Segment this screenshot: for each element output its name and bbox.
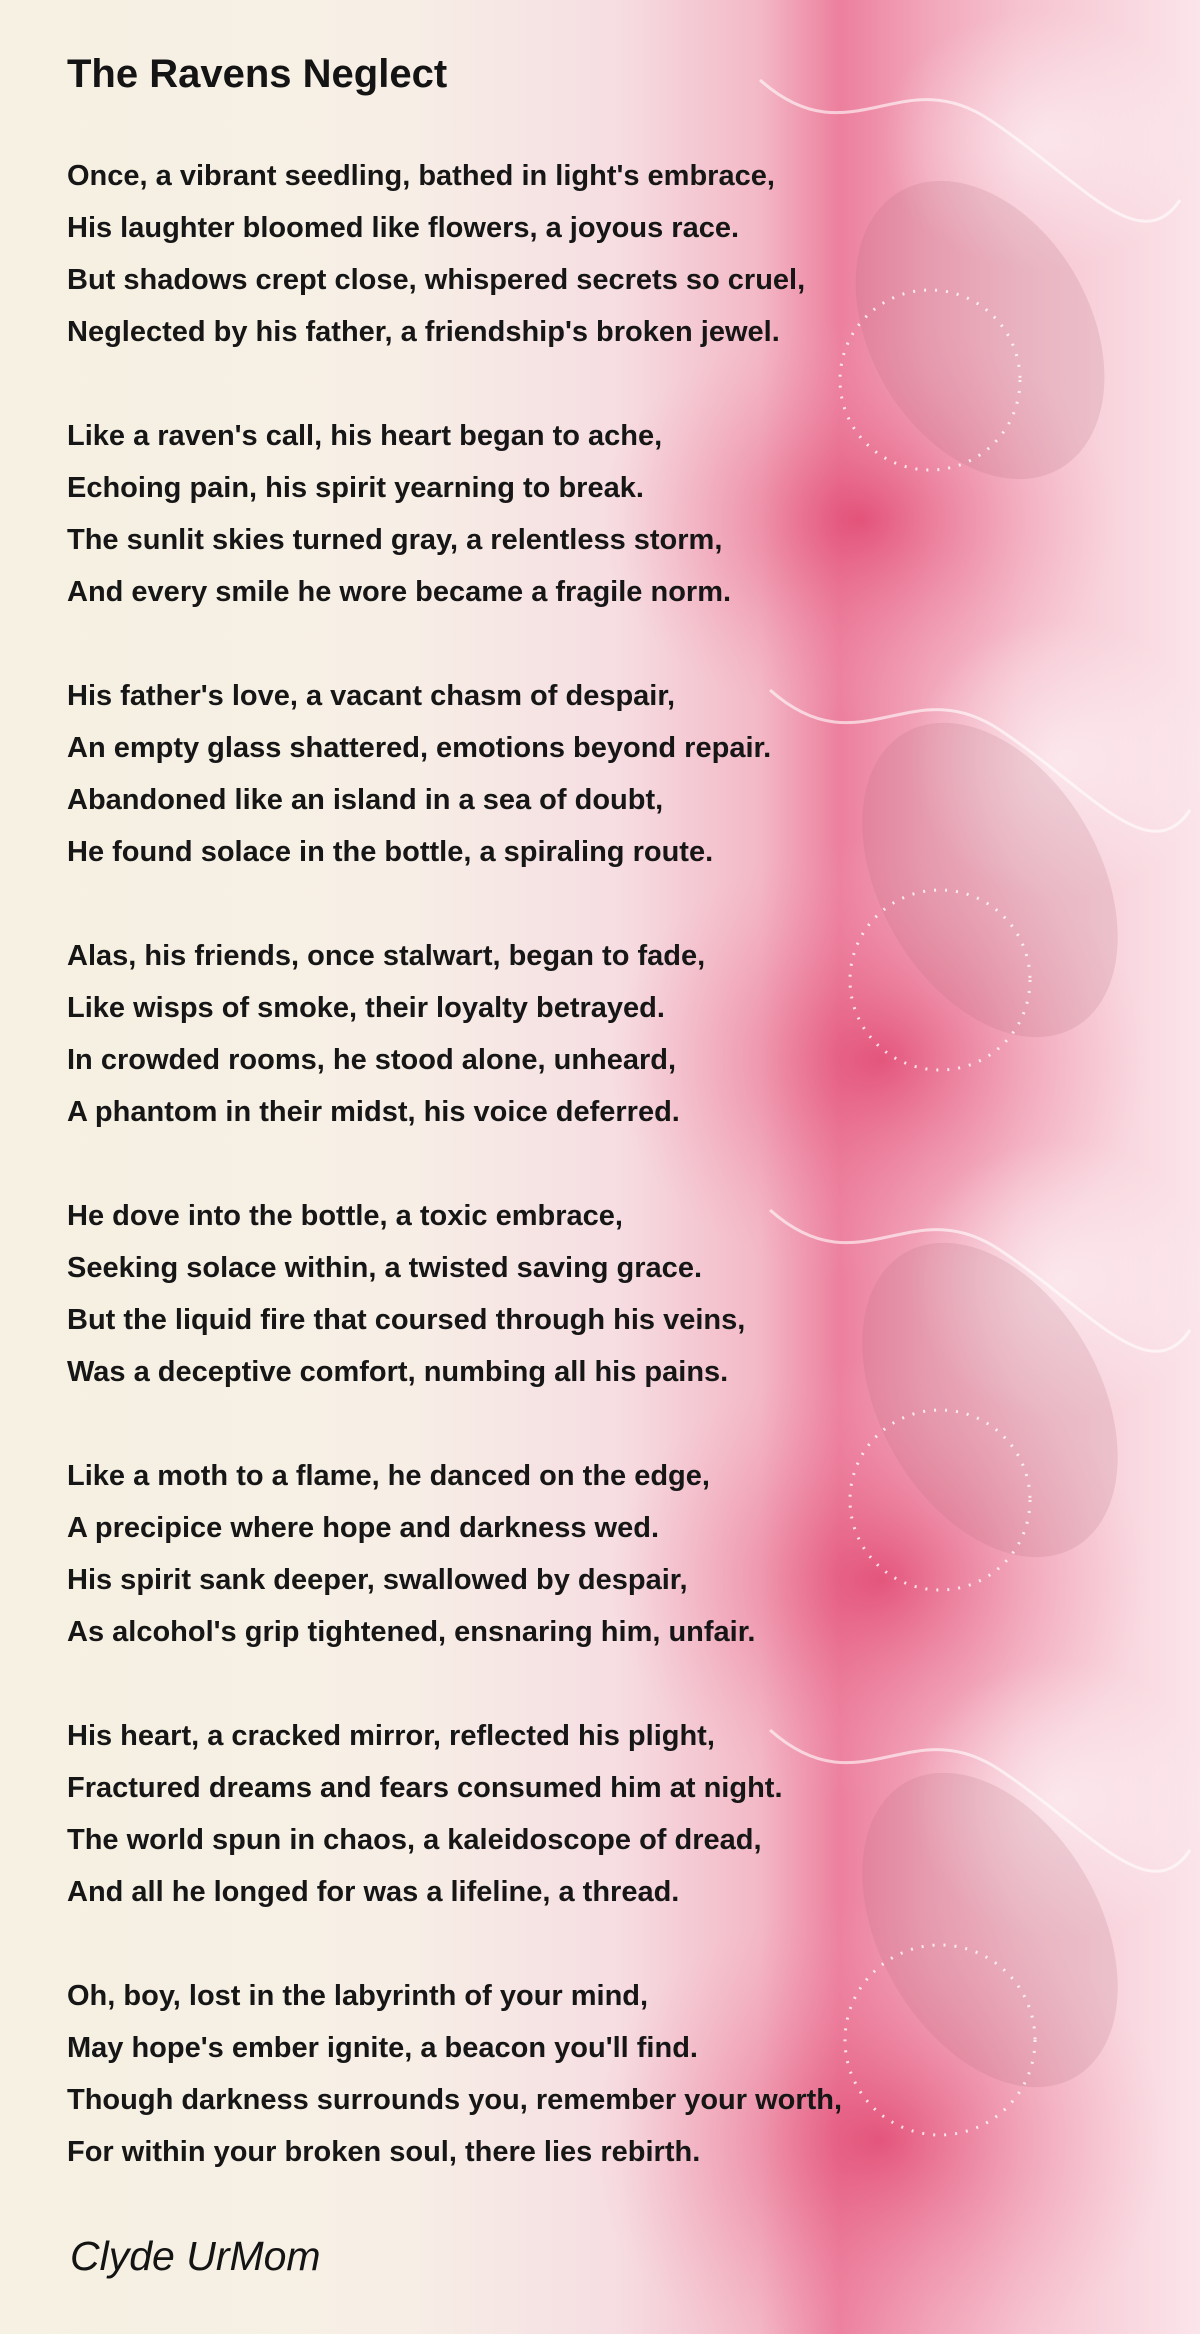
poem-author: Clyde UrMom [70,2233,321,2279]
poem-line: His spirit sank deeper, swallowed by despair, [67,1564,688,1596]
poem-line: His father's love, a vacant chasm of despair, [67,680,676,712]
poem-line: Echoing pain, his spirit yearning to break. [67,472,644,504]
poem-stanza [67,1190,745,1398]
poem-line: Once, a vibrant seedling, bathed in light's embrace, [67,160,775,192]
poem-line: For within your broken soul, there lies rebirth. [67,2136,701,2168]
poem-line: Like wisps of smoke, their loyalty betrayed. [67,992,665,1024]
poem-line: But the liquid fire that coursed through his veins, [67,1304,746,1336]
poem-line: Abandoned like an island in a sea of doubt, [67,784,664,816]
poem-line: He dove into the bottle, a toxic embrace, [67,1200,623,1232]
poem-stanza [67,930,705,1138]
poem-stanza [67,1450,755,1658]
poem-line: Alas, his friends, once stalwart, began to fade, [67,940,706,972]
poem-stanza [67,150,805,358]
poem-stanza [67,1710,783,1918]
poem-line: Like a raven's call, his heart began to ache, [67,420,663,452]
poem-line: And every smile he wore became a fragile norm. [67,576,732,608]
poem-line: An empty glass shattered, emotions beyond repair. [67,732,772,764]
poem-line: Seeking solace within, a twisted saving grace. [67,1252,702,1284]
poem-title: The Ravens Neglect [67,52,448,96]
poem-line: His heart, a cracked mirror, reflected his plight, [67,1720,715,1752]
poem-stanza [67,410,731,618]
poem-line: Like a moth to a flame, he danced on the edge, [67,1460,710,1492]
poem-line: He found solace in the bottle, a spiraling route. [67,836,714,868]
poem-line: The world spun in chaos, a kaleidoscope of dread, [67,1824,762,1856]
poem-line: Oh, boy, lost in the labyrinth of your mind, [67,1980,649,2012]
poem-line: And all he longed for was a lifeline, a thread. [67,1876,680,1908]
poem-line: Was a deceptive comfort, numbing all his pains. [67,1356,729,1388]
poem-line: May hope's ember ignite, a beacon you'll find. [67,2032,698,2064]
poem-line: As alcohol's grip tightened, ensnaring him, unfair. [67,1616,756,1648]
poem-line: A precipice where hope and darkness wed. [67,1512,660,1544]
poem-line: A phantom in their midst, his voice deferred. [67,1096,680,1128]
poem-line: Neglected by his father, a friendship's broken jewel. [67,316,780,348]
poem-line: The sunlit skies turned gray, a relentless storm, [67,524,723,556]
poem-line: His laughter bloomed like flowers, a joyous race. [67,212,740,244]
poem-stanza [67,1970,842,2178]
poem-stanza [67,670,771,878]
poem-line: In crowded rooms, he stood alone, unheard, [67,1044,677,1076]
poem-line: Fractured dreams and fears consumed him at night. [67,1772,783,1804]
poem-line: Though darkness surrounds you, remember your worth, [67,2084,843,2116]
poem-line: But shadows crept close, whispered secrets so cruel, [67,264,806,296]
